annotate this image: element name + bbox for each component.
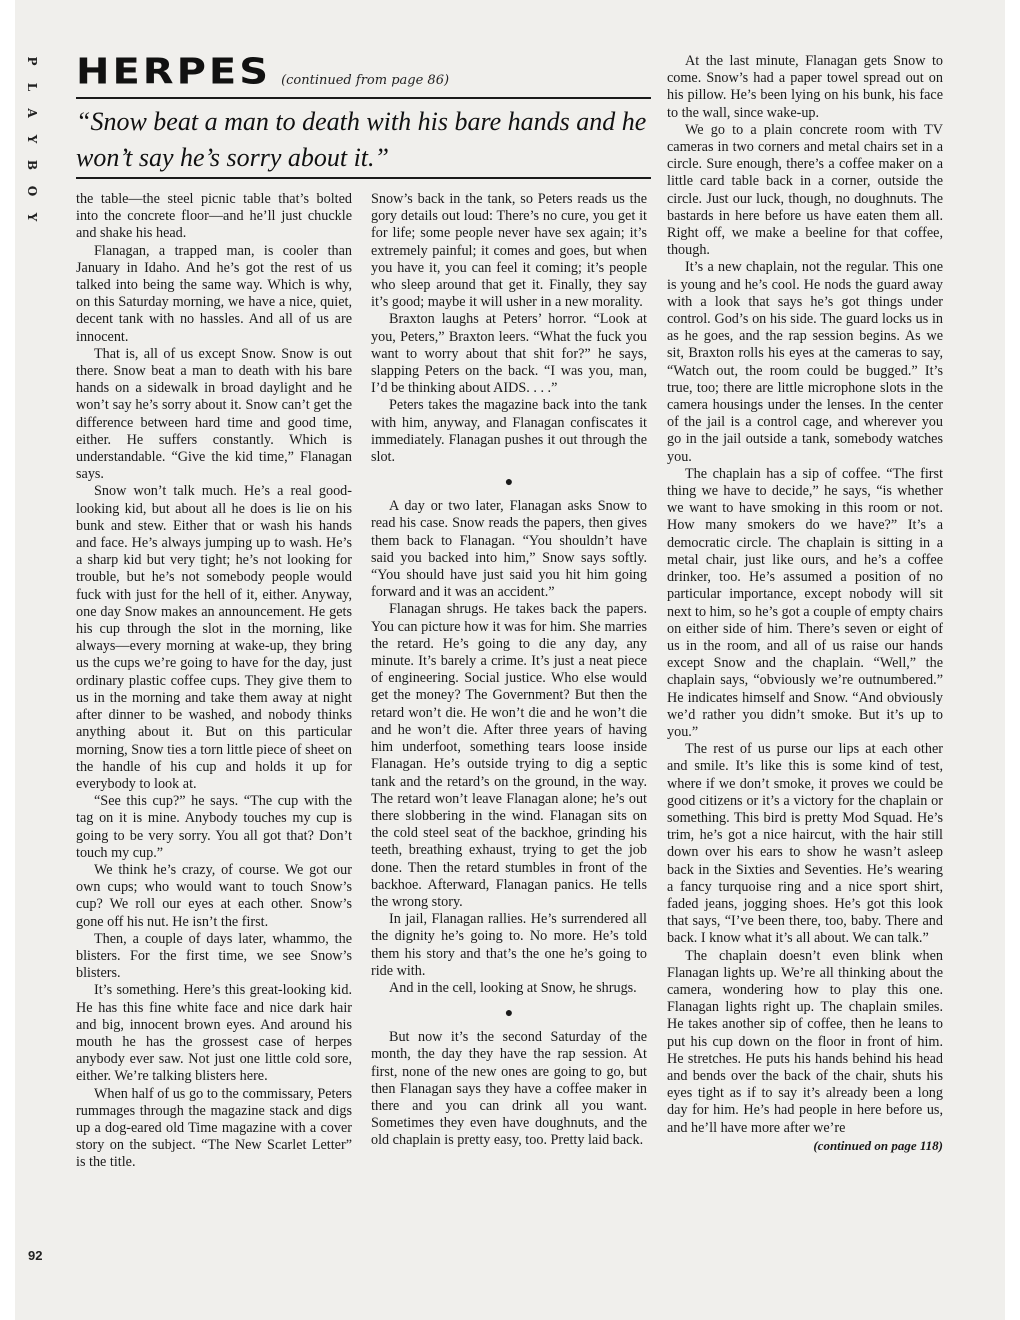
column-2 — [371, 191, 647, 1150]
paragraph: The rest of us purse our lips at each other and smile. It’s like this is some kind of test, where if we don’t smoke, it proves we could be good citizens or it’s a victory for the chaplain or something. This bird is pretty Mod Squad. He’s trim, he’s got a nice haircut, with the hair still down over his ears to show he wasn’t asleep back in the Sixties and Seventies. He’s wearing a fancy turquoise ring and a nice sport shirt, faded jeans, jogging shoes. He’s got this look that says, “I’ve been there, too, baby. There and back. I know what it’s all about. We can talk.” — [667, 741, 943, 947]
paragraph: In jail, Flanagan rallies. He’s surrendered all the dignity he’s going to. No more. He’s told them his story and that’s the one he’s going to ride with. — [371, 911, 647, 979]
paragraph: At the last minute, Flanagan gets Snow to come. Snow’s had a paper towel spread out on his pillow. He’s been lying on his bunk, his face to the wall, since wake-up. — [667, 53, 943, 121]
spine-letter: P — [25, 56, 39, 66]
paragraph: Snow’s back in the tank, so Peters reads us the gory details out loud: There’s no cure, you get it for life; some people never have sex again; it’s extremely painful; it comes and goes, but when you have it, you can feel it coming; it’s people who sleep around that get it. Finally, they say it’s good; maybe it will usher in a new morality. — [371, 191, 647, 311]
continued-on-note: (continued on page 118) — [813, 1137, 943, 1153]
paragraph: We go to a plain concrete room with TV cameras in two corners and metal chairs set in a circle. Sure enough, there’s a coffee maker on a little card table back in a corner, outside the circle. Just our luck, though, no doughnuts. The bastards in here before us have eaten them all. Right off, we make a beeline for that coffee, though. — [667, 121, 943, 259]
paragraph: The chaplain doesn’t even blink when Flanagan lights up. We’re all thinking about the camera, wondering how to play this one. Flanagan lights right up. The chaplain smiles. He takes another sip of coffee, then he leans to put his cup down on the floor in front of him. He stretches. He puts his hands behind his head and bends over the back of the chair, shuts his eyes tight as if to say it’s already been a long day for him. He’s had people in here before us, and he’ll have more after we’re — [667, 947, 943, 1136]
paragraph: Snow won’t talk much. He’s a real good-looking kid, but about all he does is lie on his bunk and stew. Either that or wash his hands and face. He’s always jumping up to wash. He’s a sharp kid but very tight; he’s not looking for trouble, but he’s not somebody people would fuck with just for the hell of it, either. Anyway, one day Snow makes an announcement. He gets his cup through the slot in the morning, like always—every morning at wake-up, they bring us the cups we’re going to have for the day, just ordinary plastic coffee cups. They give them to us in the morning and take them away at night after dinner to be washed, and nobody thinks anything about it. But on this particular morning, Snow ties a torn little piece of sheet on the handle of his cup and holds it up for everybody to look at. — [76, 483, 352, 792]
paragraph: Flanagan shrugs. He takes back the papers. You can picture how it was for him. She marries the retard. He’s going to die any day, any minute. It’s barely a crime. It’s just a neat piece of engineering. Social justice. Who else would get the money? The Government? But then the retard won’t die. He won’t die and he won’t die and he won’t die. After three years of having him underfoot, something tears loose inside Flanagan. He’s outside trying to dig a septic tank and the retard’s on the ground, in the way. The retard won’t leave Flanagan alone; he’s out there slobbering in the wind. Flanagan sits on the cold steel seat of the backhoe, grinding his teeth, breathing exhaust, trying to get the job done. Then the retard stumbles in front of the backhoe. Afterward, Flanagan panics. He tells the wrong story. — [371, 601, 647, 910]
page-number: 92 — [28, 1248, 43, 1263]
spine-letter: O — [25, 185, 39, 197]
spine-letter: Y — [25, 212, 39, 222]
paragraph: Peters takes the magazine back into the tank with him, anyway, and Flanagan confiscates it immediately. Flanagan pushes it out through the slot. — [371, 397, 647, 466]
section-separator: ● — [504, 475, 514, 491]
column-3 — [667, 53, 943, 1154]
paragraph: But now it’s the second Saturday of the month, the day they have the rap session. At first, none of the new ones are going to go, but then Flanagan says they have a coffee maker in there and you can drink all you want. Sometimes they even have doughnuts, and the old chaplain is pretty easy, too. Pretty laid back. — [371, 1029, 647, 1149]
paragraph: When half of us go to the commissary, Peters rummages through the magazine stack and digs up a dog-eared old Time magazine with a cover story on the subject. “The New Scarlet Letter” is the title. — [76, 1085, 352, 1171]
paragraph: “See this cup?” he says. “The cup with the tag on it is mine. Anybody touches my cup is going to be very sorry. You all got that? Don’t touch my cup.” — [76, 793, 352, 861]
article-title: HERPES — [76, 51, 272, 93]
spine-letter: B — [25, 159, 39, 171]
paragraph: Flanagan, a trapped man, is cooler than January in Idaho. And he’s got the rest of us talked into being the same way. Which is why, on this Saturday morning, we have a nice, quiet, decent tank with no hassles. And all of us are innocent. — [76, 242, 352, 345]
paragraph: Braxton laughs at Peters’ horror. “Look at you, Peters,” Braxton leers. “What the fuck you want to worry about that shit for?” he says, slapping Peters on the back. “I was you, man, I’d be thinking about AIDS. . . .” — [371, 311, 647, 397]
pull-quote: “Snow beat a man to death with his bare hands and he won’t say he’s sorry about it.” — [76, 107, 647, 172]
magazine-spine-label — [22, 48, 42, 230]
spine-letter: L — [25, 82, 39, 92]
spine-letter: Y — [25, 134, 39, 144]
paragraph: Then, a couple of days later, whammo, the blisters. For the first time, we see Snow’s blisters. — [76, 930, 352, 982]
paragraph: It’s a new chaplain, not the regular. This one is young and he’s cool. He nods the guard away with a look that says he’s got things under control. God’s on his side. The guard locks us in as he goes, and the rap session begins. As we sit, Braxton rolls his eyes at the cameras to say, “Watch out, the room could be bugged.” It’s true, too; there are little microphone slots in the camera housings under the lenses. In the center of the jail is a control cage, and wherever you go in the jail outside a tank, somebody watches you. — [667, 259, 943, 465]
paragraph: The chaplain has a sip of coffee. “The first thing we have to decide,” he says, “is whether we want to have smoking in this room or not. How many smokers do we have?” It’s a democratic circle. The chaplain is sitting in a metal chair, just like ours, and he’s a coffee drinker, too. He’s assumed a position of no particular importance, except nobody will sit next to him, so he’s got a couple of empty chairs on either side of him. There’s seven or eight of us in the room, and all of us raise our hands except Snow and the chaplain. “Well,” the chaplain says, “obviously we’re outnumbered.” He indicates himself and Snow. “And obviously we’d rather you didn’t smoke. But it’s up to you.” — [667, 465, 943, 740]
pull-quote-rule — [76, 177, 651, 179]
paragraph: And in the cell, looking at Snow, he shrugs. — [389, 979, 637, 996]
continued-from-note: (continued from page 86) — [281, 73, 450, 88]
paragraph: It’s something. Here’s this great-looking kid. He has this fine white face and nice dark hair and big, innocent brown eyes. And around his mouth he has the grossest case of herpes anybody ever saw. Not just one little cold sore, either. We’re talking blisters here. — [76, 982, 352, 1085]
column-1 — [76, 191, 352, 1172]
paragraph: A day or two later, Flanagan asks Snow to read his case. Snow reads the papers, then gives them back to Flanagan. “You shouldn’t have said you backed into him,” Snow says softly. “You should have just said you hit him going forward and it was an accident.” — [371, 498, 647, 601]
paragraph: We think he’s crazy, of course. We got our own cups; who would want to touch Snow’s cup? We roll our eyes at each other. Snow’s gone off his nut. He isn’t the first. — [76, 861, 352, 930]
section-separator: ● — [504, 1006, 514, 1022]
paragraph: the table—the steel picnic table that’s bolted into the concrete floor—and he’ll just chuckle and shake his head. — [76, 191, 352, 242]
article-header — [76, 50, 651, 98]
paragraph: That is, all of us except Snow. Snow is out there. Snow beat a man to death with his bare hands on a sidewalk in broad daylight and he won’t say he’s sorry about it. Snow can’t get the difference between hard time and good time, either. He suffers constantly. Which is understandable. “Give the kid time,” Flanagan says. — [76, 345, 352, 483]
spine-letter: A — [25, 108, 39, 118]
header-rule — [76, 97, 651, 99]
